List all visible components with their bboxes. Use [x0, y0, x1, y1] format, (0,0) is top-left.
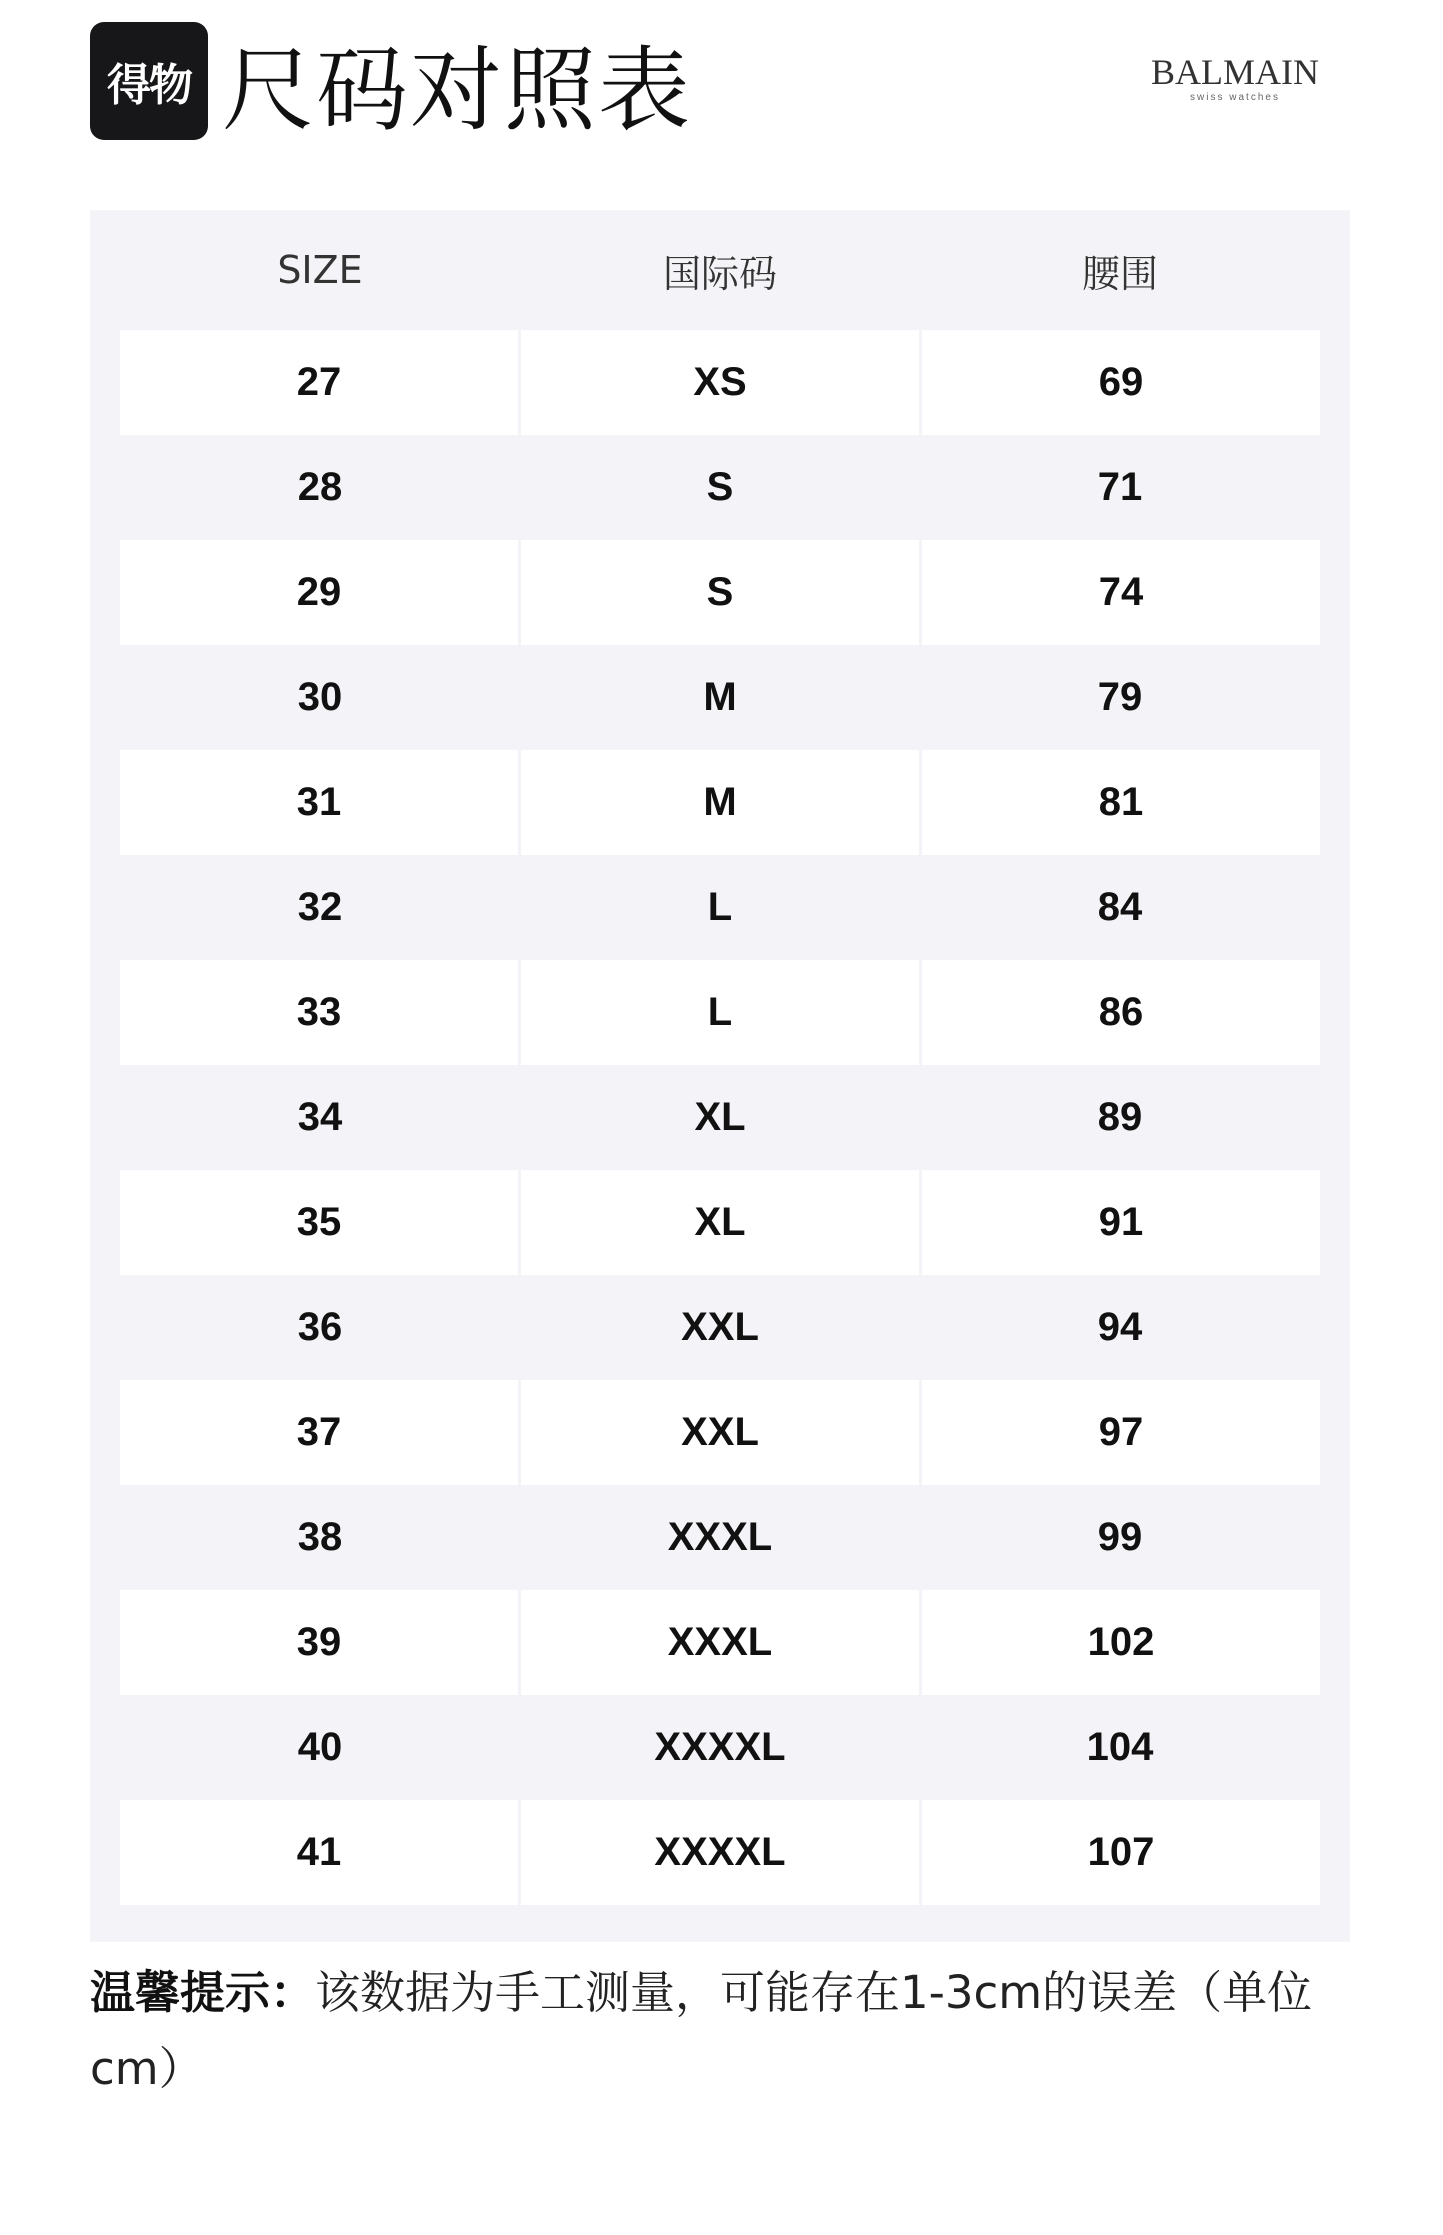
- page-title: 尺码对照表: [222, 37, 693, 144]
- cell-waist: 97: [919, 1380, 1320, 1485]
- table-row: [120, 1800, 1320, 1905]
- table-row: [120, 435, 1320, 540]
- cell-waist: 81: [919, 750, 1320, 855]
- cell-waist: 69: [919, 330, 1320, 435]
- cell-size: 35: [120, 1170, 518, 1275]
- cell-size: 40: [297, 1725, 343, 1769]
- table-row: [120, 1380, 1320, 1485]
- table-row: [120, 540, 1320, 645]
- brand-subtitle: swiss watches: [1190, 92, 1280, 103]
- cell-size: 29: [120, 540, 518, 645]
- cell-intl-size: XL: [518, 1170, 919, 1275]
- size-chart-table: [90, 210, 1350, 1942]
- cell-waist: 74: [919, 540, 1320, 645]
- cell-size: 34: [297, 1095, 343, 1139]
- cell-size: 33: [120, 960, 518, 1065]
- cell-size: 30: [297, 675, 343, 719]
- table-row: [120, 330, 1320, 435]
- cell-size: 28: [297, 465, 343, 509]
- table-row: [120, 960, 1320, 1065]
- tip-label: 温馨提示：: [90, 1966, 316, 2019]
- column-header-intl-size: 国际码: [662, 251, 777, 296]
- cell-size: 27: [120, 330, 518, 435]
- cell-intl-size: XXL: [681, 1305, 759, 1349]
- app-logo-text: 得物: [107, 60, 191, 111]
- cell-intl-size: L: [707, 885, 733, 929]
- column-header-waist: 腰围: [1081, 251, 1158, 296]
- cell-waist: 99: [1097, 1515, 1143, 1559]
- cell-intl-size: XXL: [518, 1380, 919, 1485]
- tip-text: 该数据为手工测量，可能存在1-3cm的误差（单位cm）: [90, 1966, 1313, 2095]
- table-row: [120, 1590, 1320, 1695]
- cell-waist: 91: [919, 1170, 1320, 1275]
- app-logo: [90, 22, 208, 140]
- table-row: [120, 1695, 1320, 1800]
- cell-intl-size: M: [518, 750, 919, 855]
- cell-waist: 107: [919, 1800, 1320, 1905]
- cell-size: 41: [120, 1800, 518, 1905]
- cell-size: 38: [297, 1515, 343, 1559]
- cell-waist: 86: [919, 960, 1320, 1065]
- cell-waist: 104: [1086, 1725, 1154, 1769]
- table-row: [120, 1065, 1320, 1170]
- cell-intl-size: XL: [694, 1095, 746, 1139]
- cell-waist: 79: [1097, 675, 1143, 719]
- cell-waist: 89: [1097, 1095, 1143, 1139]
- table-row: [120, 855, 1320, 960]
- cell-size: 36: [297, 1305, 343, 1349]
- cell-intl-size: XXXXL: [518, 1800, 919, 1905]
- cell-intl-size: S: [518, 540, 919, 645]
- cell-intl-size: S: [706, 465, 734, 509]
- header: [90, 22, 1340, 162]
- cell-intl-size: XXXXL: [654, 1725, 786, 1769]
- brand-name: BALMAIN: [1151, 52, 1319, 92]
- cell-size: 39: [120, 1590, 518, 1695]
- table-row: [120, 645, 1320, 750]
- table-row: [120, 1170, 1320, 1275]
- cell-waist: 94: [1097, 1305, 1143, 1349]
- table-row: [120, 1275, 1320, 1380]
- cell-waist: 84: [1097, 885, 1143, 929]
- table-body: [120, 330, 1320, 1905]
- cell-intl-size: XS: [518, 330, 919, 435]
- cell-intl-size: XXXL: [667, 1515, 773, 1559]
- cell-size: 37: [120, 1380, 518, 1485]
- brand-logo: [1150, 52, 1320, 104]
- cell-intl-size: M: [703, 675, 737, 719]
- cell-waist: 71: [1097, 465, 1143, 509]
- cell-intl-size: L: [518, 960, 919, 1065]
- cell-size: 32: [297, 885, 343, 929]
- cell-intl-size: XXXL: [518, 1590, 919, 1695]
- cell-size: 31: [120, 750, 518, 855]
- table-row: [120, 1485, 1320, 1590]
- column-header-size: SIZE: [277, 248, 363, 292]
- table-row: [120, 750, 1320, 855]
- tip-note: [90, 1955, 1350, 2107]
- table-header: [120, 210, 1320, 330]
- cell-waist: 102: [919, 1590, 1320, 1695]
